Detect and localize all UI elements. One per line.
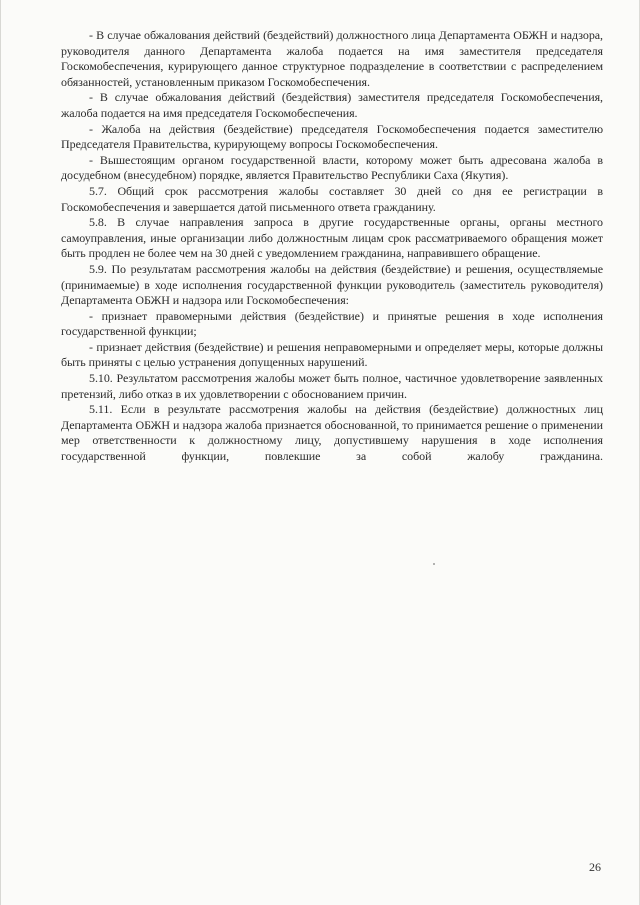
- scan-speck: [433, 563, 435, 565]
- paragraph-5-7: 5.7. Общий срок рассмотрения жалобы составляет 30 дней со дня ее регистрации в Госкомобеспечения и завершается датой письменного ответа гражданину.: [61, 183, 603, 214]
- paragraph-5-10: 5.10. Результатом рассмотрения жалобы может быть полное, частичное удовлетворение заявленных претензий, либо отказ в их удовлетворении с обоснованием причин.: [61, 371, 603, 401]
- paragraph-5-8: 5.8. В случае направления запроса в другие государственные органы, органы местного самоуправления, иные организации либо должностным лицам срок рассматриваемого обращения может быть продлен не более чем на 30 дней с уведомлением гражданина, направившего обращение.: [61, 215, 603, 261]
- paragraph-5-11: 5.11. Если в результате рассмотрения жалобы на действия (бездействие) должностных лиц Департамента ОБЖН и надзора жалоба признается обоснованной, то принимается решение о применении мер ответственности к должностному лицу, допустившему нарушения в ходе исполнения государственной функции, повлекшие за собой жалобу гражданина.: [61, 402, 603, 464]
- page-number: 26: [589, 860, 601, 874]
- paragraph-5-9-lawful: - признает правомерными действия (бездействие) и принятые решения в ходе исполнения государственной функции;: [61, 308, 603, 339]
- document-body: [61, 28, 603, 465]
- paragraph-appeal-chairman: - Жалоба на действия (бездействие) председателя Госкомобеспечения подается заместителю Председателя Правительства, курирующему вопросы Госкомобеспечения.: [61, 121, 603, 152]
- paragraph-appeal-deputy-chairman: - В случае обжалования действий (бездействия) заместителя председателя Госкомобеспечения, жалоба подается на имя председателя Госкомобеспечения.: [61, 90, 603, 120]
- paragraph-5-9-unlawful: - признает действия (бездействие) и решения неправомерными и определяет меры, которые должны быть приняты с целью устранения допущенных нарушений.: [61, 339, 603, 370]
- paragraph-appeal-department-official: - В случае обжалования действий (бездействий) должностного лица Департамента ОБЖН и надзора, руководителя данного Департамента жалоба подается на имя заместителя председателя Госкомобеспечения, курирующего данное структурное подразделение в соответствии с распределением обязанностей, установленным приказом Госкомобеспечения.: [61, 28, 603, 89]
- paragraph-5-9: 5.9. По результатам рассмотрения жалобы на действия (бездействие) и решения, осуществляемые (принимаемые) в ходе исполнения государственной функции руководитель (заместитель руководителя) Департамента ОБЖН и надзора или Госкомобеспечения:: [61, 261, 603, 308]
- paragraph-superior-authority: - Вышестоящим органом государственной власти, которому может быть адресована жалоба в досудебном (внесудебном) порядке, является Правительство Республики Саха (Якутия).: [61, 152, 603, 183]
